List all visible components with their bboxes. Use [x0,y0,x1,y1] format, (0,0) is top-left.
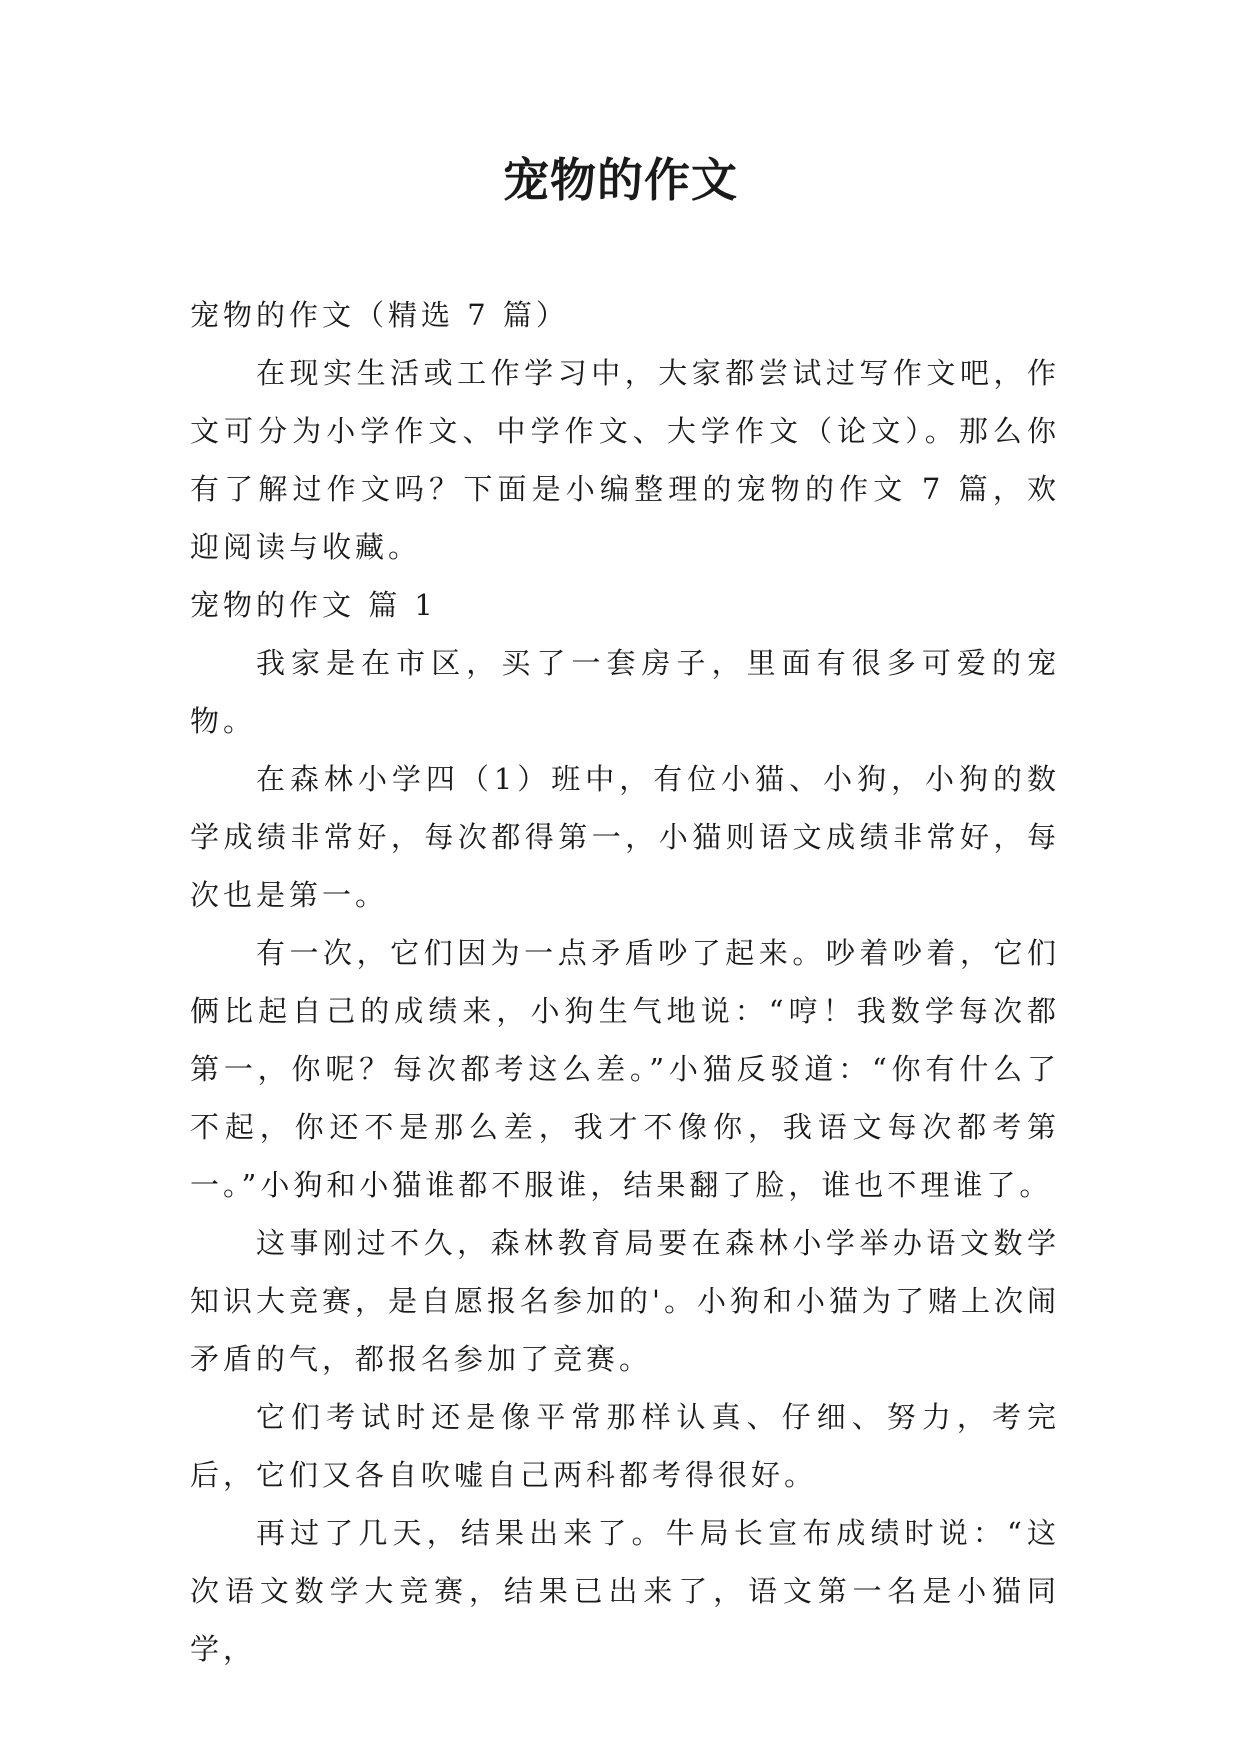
paragraph: 在森林小学四（1）班中，有位小猫、小狗，小狗的数学成绩非常好，每次都得第一，小猫则语文成绩非常好，每次也是第一。 [190,762,1060,912]
section-heading: 宠物的作文 篇 1 [190,588,437,622]
paragraph: 再过了几天，结果出来了。牛局长宣布成绩时说：“这次语文数学大竞赛，结果已出来了，语文第一名是小猫同学， [190,1516,1060,1666]
paragraph: 这事刚过不久，森林教育局要在森林小学举办语文数学知识大竞赛，是自愿报名参加的'。小狗和小猫为了赌上次闹矛盾的气，都报名参加了竞赛。 [190,1226,1060,1376]
paragraph: 宠物的作文（精选 7 篇） [190,298,569,332]
document-body [190,286,1060,1678]
paragraph: 有一次，它们因为一点矛盾吵了起来。吵着吵着，它们俩比起自己的成绩来，小狗生气地说：“哼！我数学每次都第一，你呢？每次都考这么差。”小猫反驳道：“你有什么了不起，你还不是那么差，我才不像你，我语文每次都考第一。”小狗和小猫谁都不服谁，结果翻了脸，谁也不理谁了。 [190,936,1060,1202]
paragraph: 在现实生活或工作学习中，大家都尝试过写作文吧，作文可分为小学作文、中学作文、大学作文（论文）。那么你有了解过作文吗？下面是小编整理的宠物的作文 7 篇，欢迎阅读与收藏。 [190,356,1060,564]
paragraph: 我家是在市区，买了一套房子，里面有很多可爱的宠物。 [190,646,1060,738]
paragraph: 它们考试时还是像平常那样认真、仔细、努力，考完后，它们又各自吹嘘自己两科都考得很好。 [190,1400,1060,1492]
document-title: 宠物的作文 [503,153,738,207]
